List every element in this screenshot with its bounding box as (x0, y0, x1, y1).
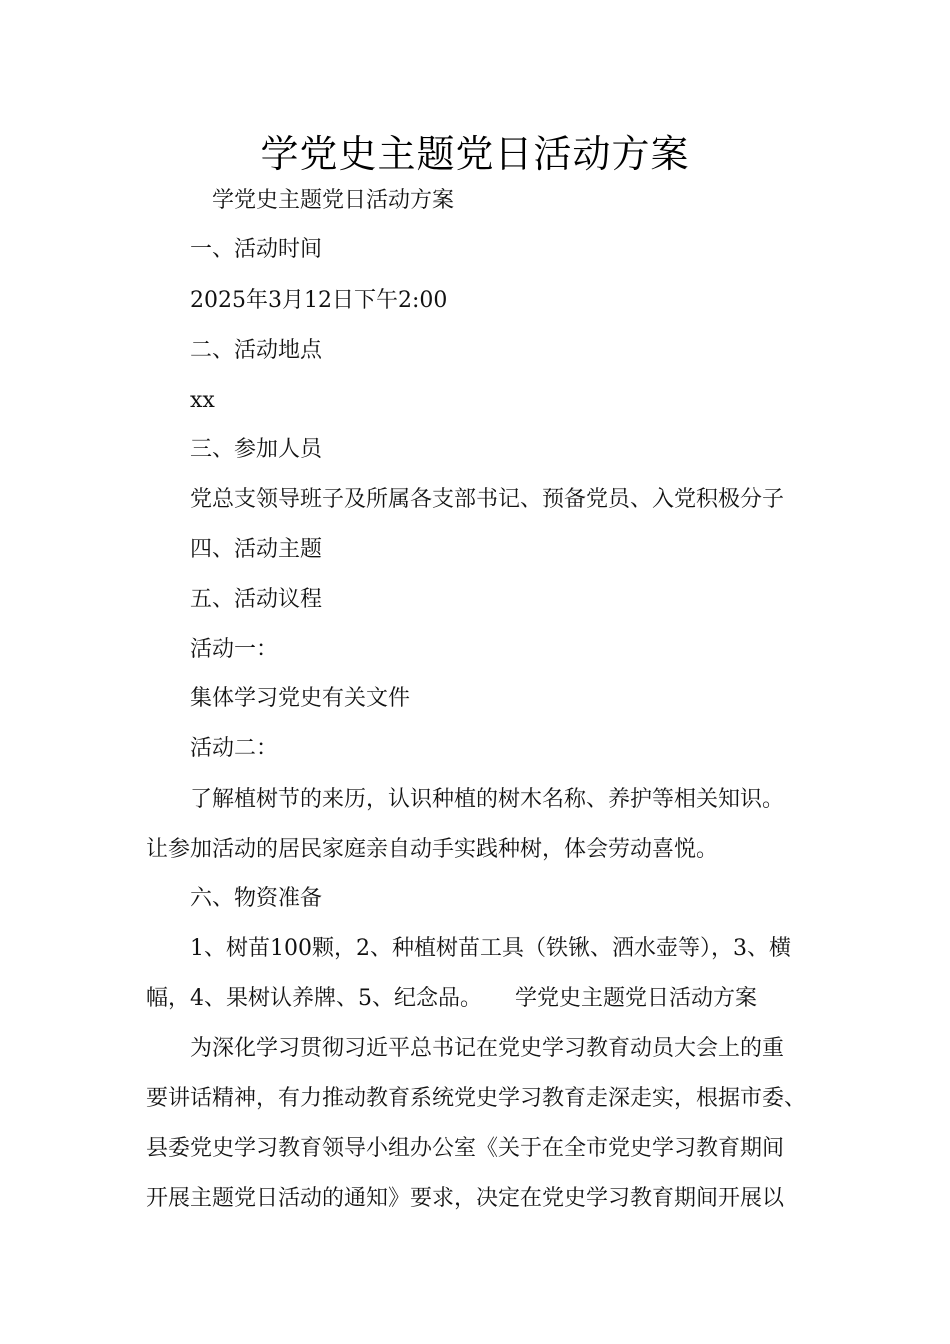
subtitle-line: 学党史主题党日活动方案 (212, 188, 455, 213)
section-heading-theme: 四、活动主题 (190, 537, 323, 562)
activity-one-label: 活动一： (190, 637, 279, 662)
activity-two-text-line-2: 让参加活动的居民家庭亲自动手实践种树，体会劳动喜悦。 (146, 837, 719, 862)
materials-line-1: 1、树苗100颗，2、种植树苗工具（铁锹、洒水壶等），3、横 (190, 936, 791, 961)
section-heading-materials: 六、物资准备 (190, 886, 323, 911)
activity-two-text-line-1: 了解植树节的来历，认识种植的树木名称、养护等相关知识。 (190, 787, 785, 812)
section-heading-agenda: 五、活动议程 (190, 587, 323, 612)
activity-one-text: 集体学习党史有关文件 (190, 686, 411, 711)
section-heading-time: 一、活动时间 (190, 237, 323, 262)
activity-two-label: 活动二： (190, 736, 279, 761)
materials-line-2: 幅，4、果树认养牌、5、纪念品。 学党史主题党日活动方案 (146, 986, 757, 1011)
activity-location-value: xx (190, 388, 215, 413)
document-title: 学党史主题党日活动方案 (260, 132, 690, 176)
activity-time-value: 2025年3月12日下午2:00 (190, 288, 448, 313)
paragraph-line-4: 开展主题党日活动的通知》要求，决定在党史学习教育期间开展以 (146, 1186, 785, 1211)
section-heading-location: 二、活动地点 (190, 338, 323, 363)
section-heading-participants: 三、参加人员 (190, 437, 323, 462)
paragraph-line-2: 要讲话精神，有力推动教育系统党史学习教育走深走实，根据市委、 (146, 1086, 807, 1111)
paragraph-line-1: 为深化学习贯彻习近平总书记在党史学习教育动员大会上的重 (190, 1036, 785, 1061)
paragraph-line-3: 县委党史学习教育领导小组办公室《关于在全市党史学习教育期间 (146, 1136, 785, 1161)
participants-value: 党总支领导班子及所属各支部书记、预备党员、入党积极分子 (190, 487, 785, 512)
